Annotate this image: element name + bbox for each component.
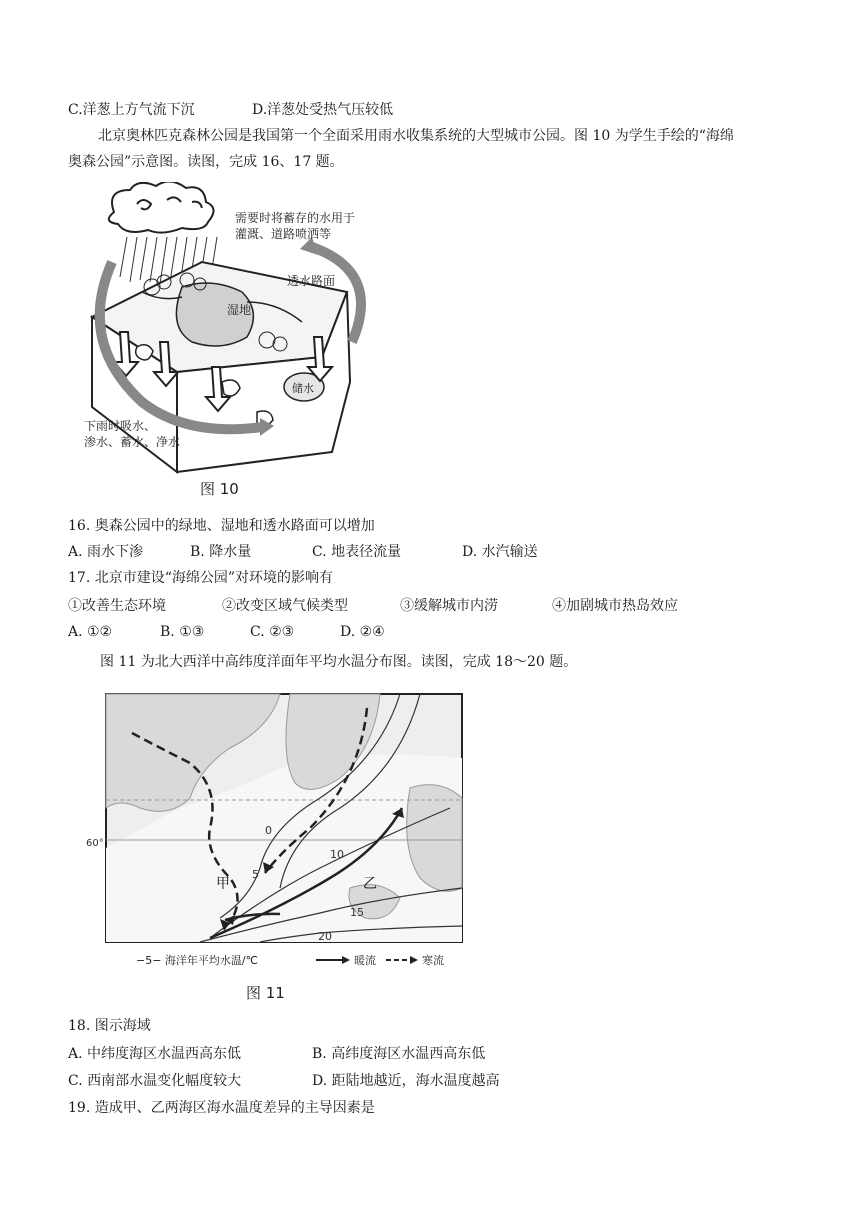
q17-stem: 17. 北京市建设“海绵公园”对环境的影响有 xyxy=(68,570,334,586)
q17-statement-4: ④加剧城市热岛效应 xyxy=(552,598,678,614)
q18-option-b: B. 高纬度海区水温西高东低 xyxy=(312,1046,486,1062)
q17-option-a: A. ①② xyxy=(68,624,113,640)
q19-stem: 19. 造成甲、乙两海区海水温度差异的主导因素是 xyxy=(68,1100,375,1116)
q18-stem: 18. 图示海域 xyxy=(68,1018,151,1034)
isotherm-10-label: 10 xyxy=(330,848,344,861)
label-yi: 乙 xyxy=(363,876,377,892)
q15-option-c: C.洋葱上方气流下沉 xyxy=(68,102,195,118)
label-jia: 甲 xyxy=(216,876,230,892)
label-rain-2: 渗水、蓄水、净水 xyxy=(84,435,181,449)
latitude-label: 60° xyxy=(86,838,104,849)
q16-option-c: C. 地表径流量 xyxy=(312,544,402,560)
q17-option-b: B. ①③ xyxy=(160,624,205,640)
q17-statement-1: ①改善生态环境 xyxy=(68,598,166,614)
legend-isotherm: −5− 海洋年平均水温/℃ xyxy=(136,954,258,967)
q15-option-d: D.洋葱处受热气压较低 xyxy=(252,102,394,118)
legend-warm-current: 暖流 xyxy=(354,954,376,967)
q17-option-c: C. ②③ xyxy=(250,624,295,640)
isotherm-20-label: 20 xyxy=(318,930,332,943)
label-wetland: 湿地 xyxy=(227,303,252,317)
intro-paragraph-line2: 奥森公园”示意图。读图，完成 16、17 题。 xyxy=(68,154,344,170)
figure-10-sponge-park-diagram xyxy=(82,182,382,507)
label-permeable-road: 透水路面 xyxy=(287,274,336,288)
isotherm-0-label: 0 xyxy=(265,824,272,837)
q17-option-d: D. ②④ xyxy=(340,624,385,640)
q18-option-d: D. 距陆地越近，海水温度越高 xyxy=(312,1073,500,1089)
label-storage: 储水 xyxy=(292,382,314,395)
q18-option-a: A. 中纬度海区水温西高东低 xyxy=(68,1046,242,1062)
isotherm-5-label: 5 xyxy=(252,868,259,881)
intro2-paragraph: 图 11 为北大西洋中高纬度洋面年平均水温分布图。读图，完成 18～20 题。 xyxy=(100,654,578,670)
figure-11-caption: 图 11 xyxy=(246,984,285,1002)
q17-statement-3: ③缓解城市内涝 xyxy=(400,598,498,614)
label-reuse-2: 灌溉、道路喷洒等 xyxy=(235,227,332,241)
figure-10-caption: 图 10 xyxy=(200,480,239,498)
intro-paragraph-line1: 北京奥林匹克森林公园是我国第一个全面采用雨水收集系统的大型城市公园。图 10 为学生手绘的“海绵 xyxy=(98,128,734,144)
q16-option-a: A. 雨水下渗 xyxy=(68,544,144,560)
figure-11-sea-temperature-map xyxy=(80,688,470,1010)
q16-stem: 16. 奥森公园中的绿地、湿地和透水路面可以增加 xyxy=(68,518,375,534)
label-rain-1: 下雨时吸水、 xyxy=(84,419,157,433)
label-reuse-1: 需要时将蓄存的水用于 xyxy=(235,211,356,225)
q18-option-c: C. 西南部水温变化幅度较大 xyxy=(68,1073,242,1089)
q16-option-d: D. 水汽输送 xyxy=(462,544,538,560)
cloud-icon xyxy=(109,182,214,233)
q16-option-b: B. 降水量 xyxy=(190,544,252,560)
legend-cold-current: 寒流 xyxy=(422,954,444,967)
isotherm-15-label: 15 xyxy=(350,906,364,919)
q17-statement-2: ②改变区域气候类型 xyxy=(222,598,348,614)
